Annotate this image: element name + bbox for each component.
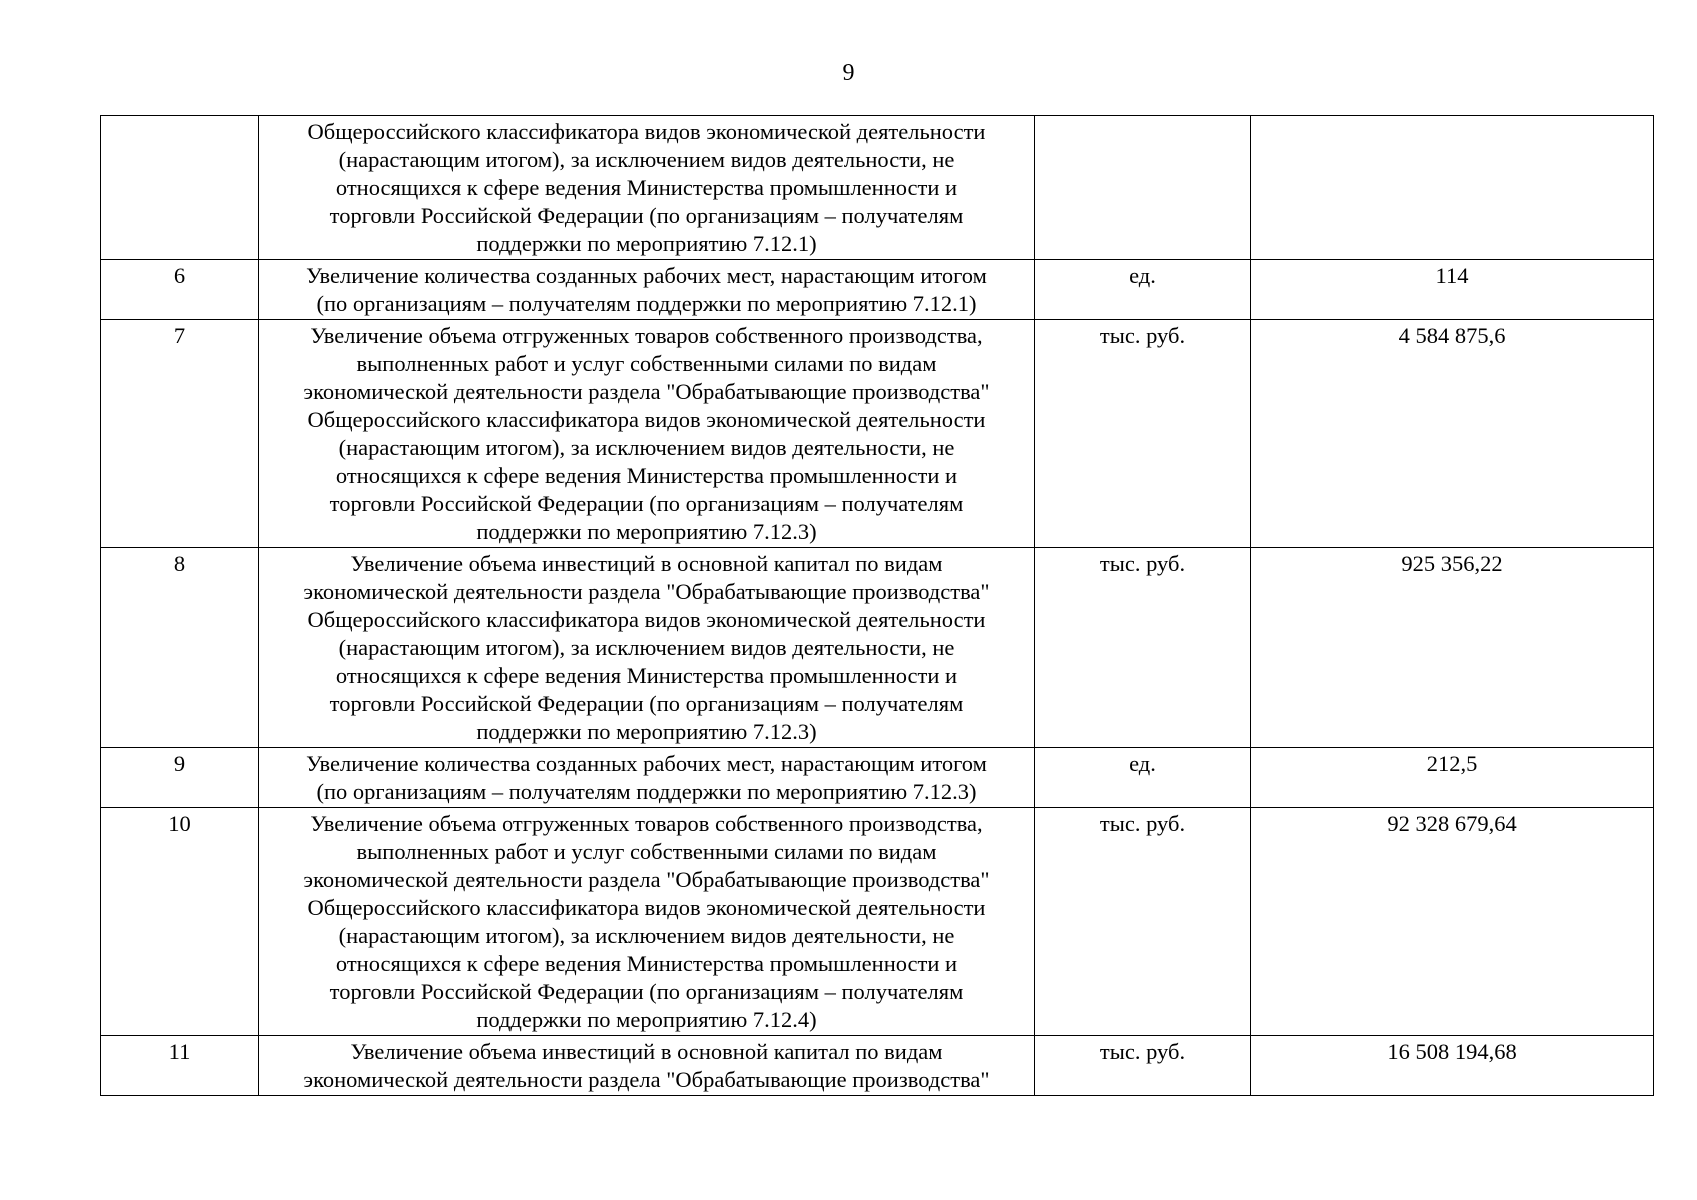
table-row [101, 1036, 1654, 1096]
value-cell: 4 584 875,6 [1251, 320, 1654, 548]
unit-cell: тыс. руб. [1035, 548, 1251, 748]
description-cell: Увеличение количества созданных рабочих мест, нарастающим итогом (по организациям – получателям поддержки по мероприятию 7.12.1) [259, 260, 1035, 320]
row-number-cell: 7 [101, 320, 259, 548]
description-cell: Увеличение количества созданных рабочих мест, нарастающим итогом (по организациям – получателям поддержки по мероприятию 7.12.3) [259, 748, 1035, 808]
value-cell: 114 [1251, 260, 1654, 320]
description-cell: Увеличение объема отгруженных товаров собственного производства, выполненных работ и услуг собственными силами по видам экономической деятельности раздела "Обрабатывающие производства" Общероссийского классификатора видов экономической деятельности (нарастающим итогом), за исключением видов деятельности, не относящихся к сфере ведения Министерства промышленности и торговли Российской Федерации (по организациям – получателям поддержки по мероприятию 7.12.3) [259, 320, 1035, 548]
table-row [101, 260, 1654, 320]
description-cell: Увеличение объема инвестиций в основной капитал по видам экономической деятельности раздела "Обрабатывающие производства" Общероссийского классификатора видов экономической деятельности (нарастающим итогом), за исключением видов деятельности, не относящихся к сфере ведения Министерства промышленности и торговли Российской Федерации (по организациям – получателям поддержки по мероприятию 7.12.3) [259, 548, 1035, 748]
page-number: 9 [842, 60, 855, 86]
table-row [101, 320, 1654, 548]
value-cell: 92 328 679,64 [1251, 808, 1654, 1036]
value-cell: 925 356,22 [1251, 548, 1654, 748]
unit-cell [1035, 116, 1251, 260]
indicators-table [100, 115, 1654, 1096]
description-cell: Увеличение объема инвестиций в основной капитал по видам экономической деятельности раздела "Обрабатывающие производства" [259, 1036, 1035, 1096]
table-row [101, 116, 1654, 260]
row-number-cell: 6 [101, 260, 259, 320]
row-number-cell: 8 [101, 548, 259, 748]
row-number-cell: 9 [101, 748, 259, 808]
row-number-cell: 10 [101, 808, 259, 1036]
row-number-cell [101, 116, 259, 260]
description-cell: Увеличение объема отгруженных товаров собственного производства, выполненных работ и услуг собственными силами по видам экономической деятельности раздела "Обрабатывающие производства" Общероссийского классификатора видов экономической деятельности (нарастающим итогом), за исключением видов деятельности, не относящихся к сфере ведения Министерства промышленности и торговли Российской Федерации (по организациям – получателям поддержки по мероприятию 7.12.4) [259, 808, 1035, 1036]
value-cell: 16 508 194,68 [1251, 1036, 1654, 1096]
description-cell: Общероссийского классификатора видов экономической деятельности (нарастающим итогом), за исключением видов деятельности, не относящихся к сфере ведения Министерства промышленности и торговли Российской Федерации (по организациям – получателям поддержки по мероприятию 7.12.1) [259, 116, 1035, 260]
row-number-cell: 11 [101, 1036, 259, 1096]
value-cell [1251, 116, 1654, 260]
table-row [101, 748, 1654, 808]
unit-cell: ед. [1035, 260, 1251, 320]
table-row [101, 808, 1654, 1036]
unit-cell: тыс. руб. [1035, 808, 1251, 1036]
value-cell: 212,5 [1251, 748, 1654, 808]
unit-cell: тыс. руб. [1035, 1036, 1251, 1096]
unit-cell: тыс. руб. [1035, 320, 1251, 548]
unit-cell: ед. [1035, 748, 1251, 808]
table-row [101, 548, 1654, 748]
